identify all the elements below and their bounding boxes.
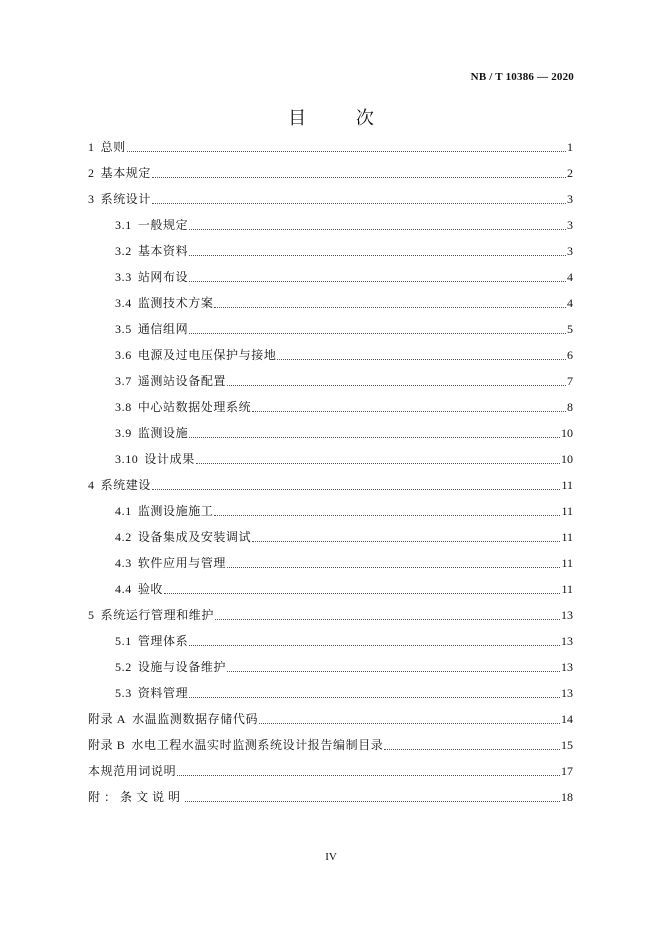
toc-entry-title [115,659,226,675]
toc-entry-title [115,347,276,363]
toc-entry-label: 监测设施 [137,426,189,440]
toc-entry-label: 总则 [100,140,126,154]
toc-entry-label: 本规范用词说明 [88,764,177,778]
toc-entry[interactable] [115,420,573,446]
toc-entry-number: 5.1 [115,634,132,648]
toc-entry-number: 2 [88,166,95,180]
toc-entry-page: 4 [567,270,573,284]
toc-entry[interactable] [115,550,573,576]
toc-dot-leader [259,722,560,724]
toc-entry-number: 3.7 [115,374,132,388]
toc-entry-number: 3.4 [115,296,132,310]
toc-entry[interactable] [115,394,573,420]
toc-entry-number: 3.9 [115,426,132,440]
toc-entry[interactable] [88,758,573,784]
toc-dot-leader [252,540,560,542]
toc-entry[interactable] [115,212,573,238]
toc-dot-leader [227,384,566,386]
toc-entry-title [88,789,184,805]
toc-dot-leader [227,566,560,568]
toc-dot-leader [177,774,560,776]
toc-entry-title [88,763,176,779]
toc-entry-page: 17 [561,764,573,778]
toc-entry-label: 系统运行管理和维护 [100,608,215,622]
toc-entry-number: 3.10 [115,452,139,466]
toc-entry-title [115,321,188,337]
toc-entry-title [115,295,213,311]
toc-entry[interactable] [88,134,573,160]
toc-entry-page: 10 [561,426,573,440]
toc-entry[interactable] [115,654,573,680]
toc-entry-label: 系统建设 [100,478,152,492]
table-of-contents [0,134,662,810]
toc-entry-page: 11 [561,504,573,518]
toc-entry[interactable] [88,602,573,628]
toc-entry-label: 水温监测数据存储代码 [132,712,259,726]
toc-dot-leader [189,436,560,438]
toc-entry-page: 18 [561,790,573,804]
toc-entry-page: 5 [567,322,573,336]
standard-code-header: NB / T 10386 — 2020 [470,71,574,83]
toc-entry[interactable] [115,498,573,524]
toc-entry-page: 10 [561,452,573,466]
toc-dot-leader [189,644,560,646]
toc-entry-title [115,503,213,519]
toc-entry-title [88,737,383,753]
toc-entry-number: 3 [88,192,95,206]
toc-entry[interactable] [88,732,573,758]
toc-entry-label: 遥测站设备配置 [137,374,227,388]
toc-entry-number: 3.5 [115,322,132,336]
toc-entry-page: 3 [567,244,573,258]
toc-entry-number: 1 [88,140,95,154]
toc-entry-label: 一般规定 [137,218,189,232]
toc-entry-label: 资料管理 [137,686,189,700]
toc-entry-label: 站网布设 [137,270,189,284]
toc-dot-leader [127,150,566,152]
toc-entry-number: 附录 B [88,738,126,752]
toc-entry-number: 4 [88,478,95,492]
toc-dot-leader [189,280,566,282]
toc-dot-leader [227,670,560,672]
toc-dot-leader [189,228,566,230]
toc-entry-title [115,425,188,441]
toc-entry[interactable] [88,706,573,732]
toc-entry[interactable] [115,628,573,654]
toc-entry-label: 基本规定 [100,166,152,180]
toc-entry-page: 1 [567,140,573,154]
toc-dot-leader [152,176,566,178]
toc-entry-label: 通信组网 [137,322,189,336]
toc-entry-title [88,607,214,623]
toc-entry-title [115,529,251,545]
toc-entry-label: 附：条文说明 [88,790,185,804]
toc-entry-number: 3.6 [115,348,132,362]
toc-entry-page: 7 [567,374,573,388]
toc-dot-leader [152,202,566,204]
toc-dot-leader [214,306,566,308]
toc-dot-leader [215,618,560,620]
toc-entry-title [115,685,188,701]
toc-entry-title [88,711,258,727]
toc-entry-page: 11 [561,530,573,544]
toc-entry-label: 水电工程水温实时监测系统设计报告编制目录 [131,738,384,752]
toc-entry-label: 管理体系 [137,634,189,648]
toc-entry-title [115,451,195,467]
toc-entry-page: 11 [561,556,573,570]
toc-entry-page: 3 [567,218,573,232]
toc-entry[interactable] [115,238,573,264]
toc-entry-title [88,191,151,207]
toc-entry-page: 11 [561,582,573,596]
toc-entry[interactable] [115,680,573,706]
toc-entry[interactable] [115,290,573,316]
toc-entry-title [115,581,163,597]
toc-entry[interactable] [115,316,573,342]
toc-entry-label: 监测技术方案 [137,296,214,310]
toc-entry[interactable] [115,576,573,602]
toc-entry-title [115,243,188,259]
toc-entry[interactable] [115,446,573,472]
toc-dot-leader [185,800,560,802]
toc-entry-number: 5.2 [115,660,132,674]
toc-entry[interactable] [88,160,573,186]
toc-entry-label: 设备集成及安装调试 [137,530,252,544]
toc-dot-leader [252,410,566,412]
toc-dot-leader [196,462,560,464]
toc-entry-number: 4.4 [115,582,132,596]
toc-entry-title [115,373,226,389]
toc-dot-leader [277,358,566,360]
toc-entry-title [115,633,188,649]
toc-dot-leader [189,332,566,334]
toc-entry-label: 监测设施施工 [137,504,214,518]
toc-entry-title [88,139,126,155]
toc-entry-number: 5.3 [115,686,132,700]
toc-entry-label: 系统设计 [100,192,152,206]
toc-entry-number: 3.1 [115,218,132,232]
toc-entry-number: 4.2 [115,530,132,544]
toc-entry-title [115,217,188,233]
toc-entry-title [88,165,151,181]
toc-entry-page: 13 [561,660,573,674]
toc-entry-page: 11 [561,478,573,492]
toc-entry-label: 软件应用与管理 [137,556,227,570]
toc-entry-number: 4.3 [115,556,132,570]
page-title: 目 次 [288,108,396,129]
toc-entry-label: 验收 [137,582,164,596]
toc-entry-page: 8 [567,400,573,414]
toc-entry-page: 13 [561,686,573,700]
toc-dot-leader [384,748,560,750]
toc-entry-page: 3 [567,192,573,206]
toc-entry-page: 6 [567,348,573,362]
toc-entry-label: 中心站数据处理系统 [137,400,252,414]
toc-entry-title [115,269,188,285]
toc-entry-number: 附录 A [88,712,127,726]
toc-entry-label: 设计成果 [144,452,195,466]
toc-entry-page: 2 [567,166,573,180]
toc-dot-leader [152,488,560,490]
toc-entry-number: 3.3 [115,270,132,284]
page-number: IV [325,851,337,863]
toc-entry[interactable] [88,186,573,212]
toc-entry-page: 15 [561,738,573,752]
toc-dot-leader [214,514,560,516]
toc-entry-number: 3.2 [115,244,132,258]
toc-entry[interactable] [115,524,573,550]
toc-entry-title [115,399,251,415]
toc-entry-page: 13 [561,608,573,622]
toc-entry-title [88,477,151,493]
toc-entry-page: 4 [567,296,573,310]
toc-entry-title [115,555,226,571]
toc-dot-leader [164,592,560,594]
toc-entry-page: 13 [561,634,573,648]
toc-entry-number: 5 [88,608,95,622]
toc-dot-leader [189,696,560,698]
toc-entry[interactable] [88,472,573,498]
toc-entry[interactable] [115,368,573,394]
toc-entry-number: 4.1 [115,504,132,518]
toc-entry[interactable] [115,342,573,368]
toc-entry[interactable] [115,264,573,290]
toc-entry-label: 基本资料 [137,244,189,258]
toc-entry-label: 电源及过电压保护与接地 [137,348,277,362]
toc-dot-leader [189,254,566,256]
toc-entry[interactable] [88,784,573,810]
toc-entry-page: 14 [561,712,573,726]
toc-entry-label: 设施与设备维护 [137,660,227,674]
toc-entry-number: 3.8 [115,400,132,414]
